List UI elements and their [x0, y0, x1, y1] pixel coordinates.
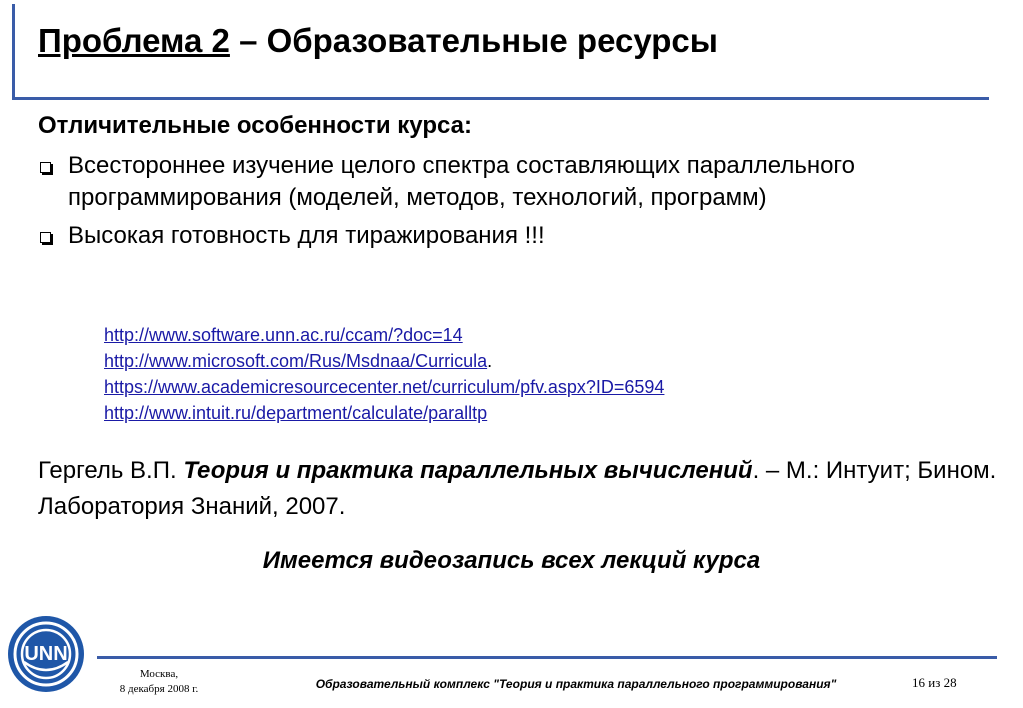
- video-note: Имеется видеозапись всех лекций курса: [262, 547, 761, 574]
- link-software-unn[interactable]: http://www.software.unn.ac.ru/ccam/?doc=14: [104, 325, 463, 345]
- reference-publisher: . – М.: Интуит; Бином. Лаборатория Знаний, 2007.: [38, 457, 997, 520]
- feature-text: Высокая готовность для тиражирования !!!: [68, 222, 545, 249]
- logo-text: UNN: [24, 643, 68, 665]
- resource-links: [104, 322, 664, 426]
- slide-title: [38, 22, 718, 60]
- checkbox-bullet-icon: [40, 162, 51, 173]
- title-left-rule: [12, 4, 15, 100]
- link-trailing-period: .: [487, 351, 493, 371]
- unn-logo-icon: [6, 614, 86, 694]
- footer-course-title: Образовательный комплекс "Теория и практика параллельного программирования": [315, 677, 837, 691]
- footer-date: 8 декабря 2008 г.: [119, 683, 199, 695]
- link-microsoft-curricula[interactable]: http://www.microsoft.com/Rus/Msdnaa/Curricula: [104, 351, 488, 371]
- reference-author: Гергель В.П.: [38, 457, 184, 484]
- book-reference: [38, 453, 1018, 525]
- footer-place-date: [96, 667, 222, 697]
- footer-city: Москва,: [139, 668, 179, 680]
- reference-book-title: Теория и практика параллельных вычислений: [183, 457, 753, 484]
- link-academic-resource-center[interactable]: https://www.academicresourcecenter.net/curriculum/pfv.aspx?ID=6594: [104, 377, 665, 397]
- title-topic: – Образовательные ресурсы: [229, 22, 718, 59]
- page-number: 16 из 28: [912, 675, 957, 690]
- feature-item: [38, 220, 938, 252]
- title-underline-rule: [12, 97, 989, 100]
- link-intuit[interactable]: http://www.intuit.ru/department/calculate/paralltp: [104, 403, 488, 423]
- section-subtitle: Отличительные особенности курса:: [38, 112, 472, 139]
- checkbox-bullet-icon: [40, 232, 51, 243]
- feature-item: [38, 150, 938, 214]
- title-problem-label: Проблема 2: [38, 22, 230, 59]
- feature-text: Всестороннее изучение целого спектра составляющих параллельного программирования (моделей, методов, технологий, программ): [68, 152, 856, 211]
- footer-rule: [97, 656, 997, 659]
- feature-list: [38, 150, 938, 258]
